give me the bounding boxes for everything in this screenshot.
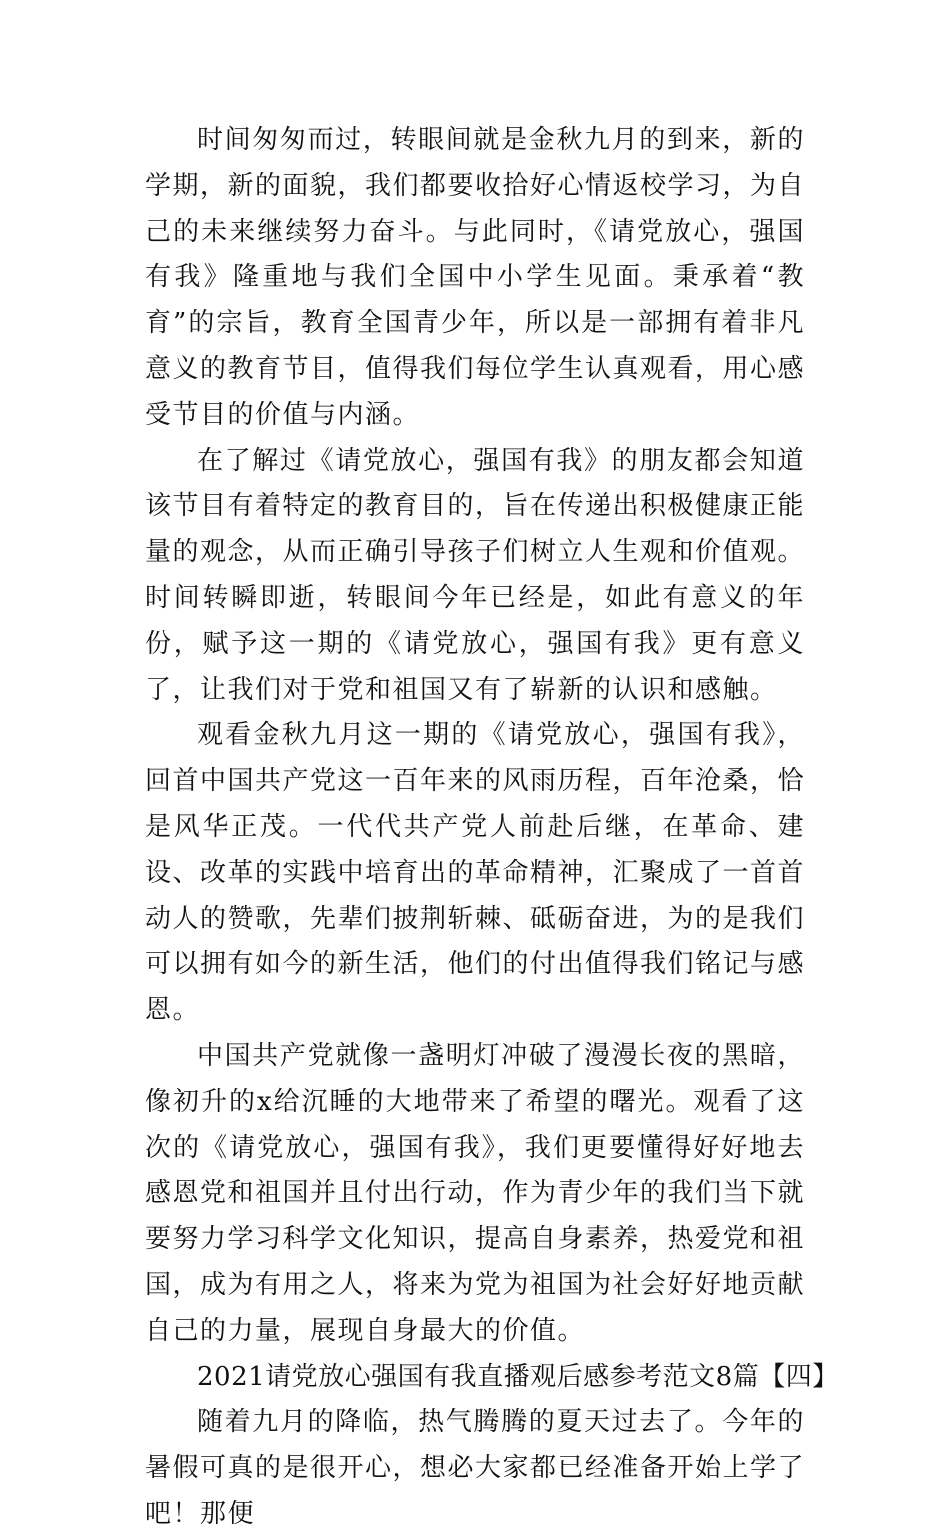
paragraph-3: 观看金秋九月这一期的《请党放心，强国有我》，回首中国共产党这一百年来的风雨历程，百年沧桑，恰是风华正茂。一代代共产党人前赴后继，在革命、建设、改革的实践中培育出的革命精神，汇聚成了一首首动人的赞歌，先辈们披荆斩棘、砥砺奋进，为的是我们可以拥有如今的新生活，他们的付出值得我们铭记与感恩。 xyxy=(145,720,806,1026)
section-heading: 2021请党放心强国有我直播观后感参考范文8篇【四】 xyxy=(197,1361,839,1392)
document-body xyxy=(145,118,839,1538)
paragraph-2: 在了解过《请党放心，强国有我》的朋友都会知道该节目有着特定的教育目的，旨在传递出积极健康正能量的观念，从而正确引导孩子们树立人生观和价值观。时间转瞬即逝，转眼间今年已经是，如此有意义的年份，赋予这一期的《请党放心，强国有我》更有意义了，让我们对于党和祖国又有了崭新的认识和感触。 xyxy=(145,445,806,705)
paragraph-4: 中国共产党就像一盏明灯冲破了漫漫长夜的黑暗，像初升的x给沉睡的大地带来了希望的曙光。观看了这次的《请党放心，强国有我》，我们更要懂得好好地去感恩党和祖国并且付出行动，作为青少年的我们当下就要努力学习科学文化知识，提高自身素养，热爱党和祖国，成为有用之人，将来为党为祖国为社会好好地贡献自己的力量，展现自身最大的价值。 xyxy=(145,1040,806,1346)
paragraph-1: 时间匆匆而过，转眼间就是金秋九月的到来，新的学期，新的面貌，我们都要收拾好心情返校学习，为自己的未来继续努力奋斗。与此同时，《请党放心，强国有我》隆重地与我们全国中小学生见面。秉承着“教育”的宗旨，教育全国青少年，所以是一部拥有着非凡意义的教育节目，值得我们每位学生认真观看，用心感受节目的价值与内涵。 xyxy=(145,125,806,430)
paragraph-5: 随着九月的降临，热气腾腾的夏天过去了。今年的暑假可真的是很开心，想必大家都已经准备开始上学了吧！那便 xyxy=(145,1407,806,1529)
